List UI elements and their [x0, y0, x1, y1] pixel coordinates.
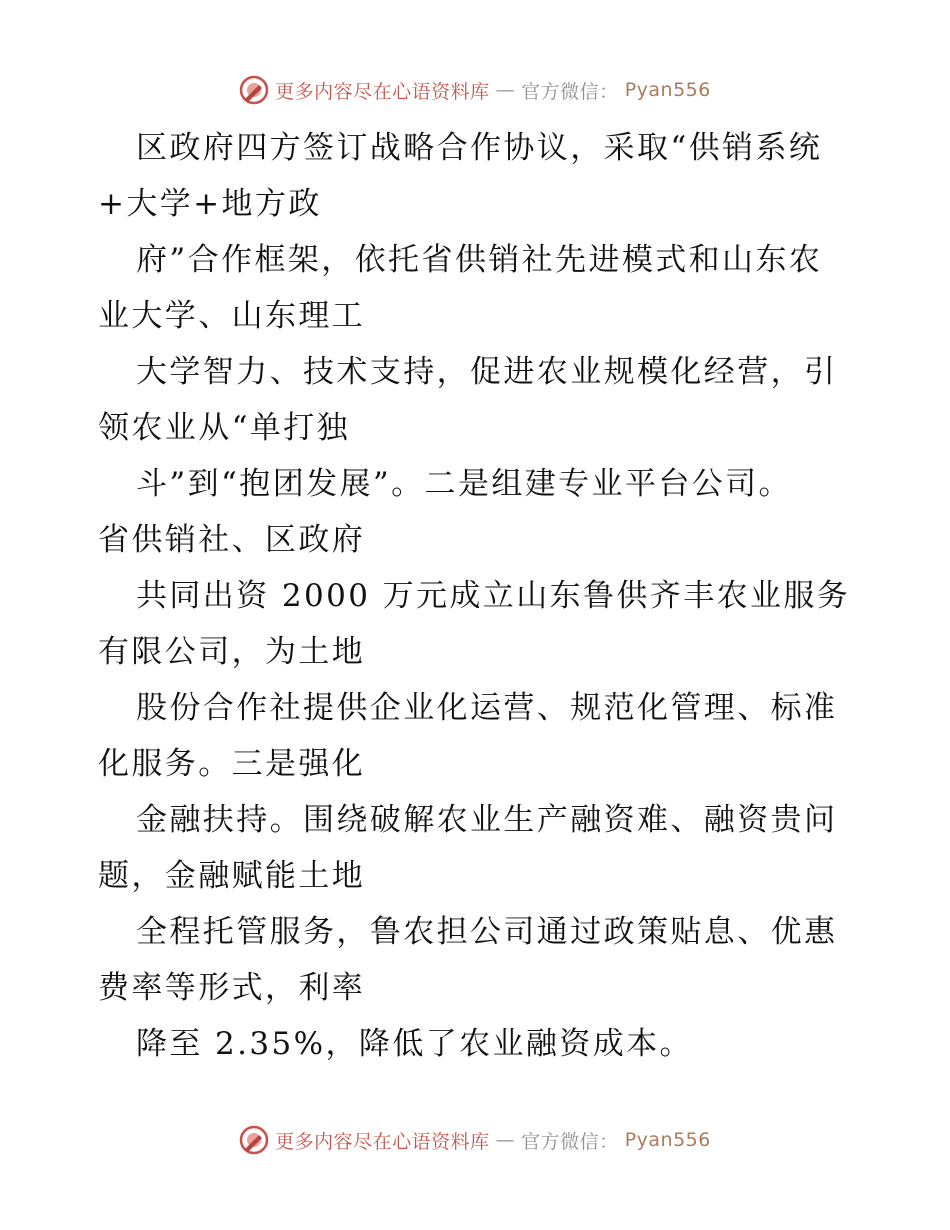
paragraph-line: 领农业从“单打独 [98, 410, 351, 446]
paragraph-line: 区政府四方签订战略合作协议，采取“供销系统 [136, 130, 823, 166]
watermark-brand: 更多内容尽在心语资料库 [275, 1130, 490, 1153]
paragraph-line: 费率等形式，利率 [98, 970, 366, 1006]
paragraph-line: 化服务。三是强化 [98, 746, 366, 782]
paragraph-line: 省供销社、区政府 [98, 522, 366, 558]
footer-watermark [0, 1122, 950, 1158]
paragraph-line: 府”合作框架，依托省供销社先进模式和山东农 [136, 242, 823, 278]
paragraph-line: 大学智力、技术支持，促进农业规模化经营，引 [136, 354, 838, 390]
paragraph-line: +大学+地方政 [98, 186, 322, 222]
watermark-wechat-label: 官方微信： [521, 1130, 619, 1153]
paragraph-line: 股份合作社提供企业化运营、规范化管理、标准 [136, 690, 838, 726]
watermark-account: Pyan556 [624, 1129, 711, 1151]
paragraph-line: 题，金融赋能土地 [98, 858, 366, 894]
paragraph-line: 降至 2.35%，降低了农业融资成本。 [136, 1026, 693, 1062]
paragraph-line: 全程托管服务，鲁农担公司通过政策贴息、优惠 [136, 914, 838, 950]
header-watermark [0, 72, 950, 108]
pen-logo-icon [239, 1125, 269, 1155]
pen-logo-icon [239, 75, 269, 105]
watermark-separator: — [495, 1129, 516, 1151]
watermark-brand: 更多内容尽在心语资料库 [275, 80, 490, 103]
paragraph-line: 业大学、山东理工 [98, 298, 366, 334]
document-body [98, 120, 858, 1074]
paragraph-line: 金融扶持。围绕破解农业生产融资难、融资贵问 [136, 802, 838, 838]
paragraph-line: 有限公司，为土地 [98, 634, 366, 670]
paragraph-line: 斗”到“抱团发展”。二是组建专业平台公司。 [136, 466, 792, 502]
watermark-wechat-label: 官方微信： [521, 80, 619, 103]
watermark-account: Pyan556 [624, 79, 711, 101]
watermark-separator: — [495, 79, 516, 101]
paragraph-line: 共同出资 2000 万元成立山东鲁供齐丰农业服务 [136, 578, 851, 614]
